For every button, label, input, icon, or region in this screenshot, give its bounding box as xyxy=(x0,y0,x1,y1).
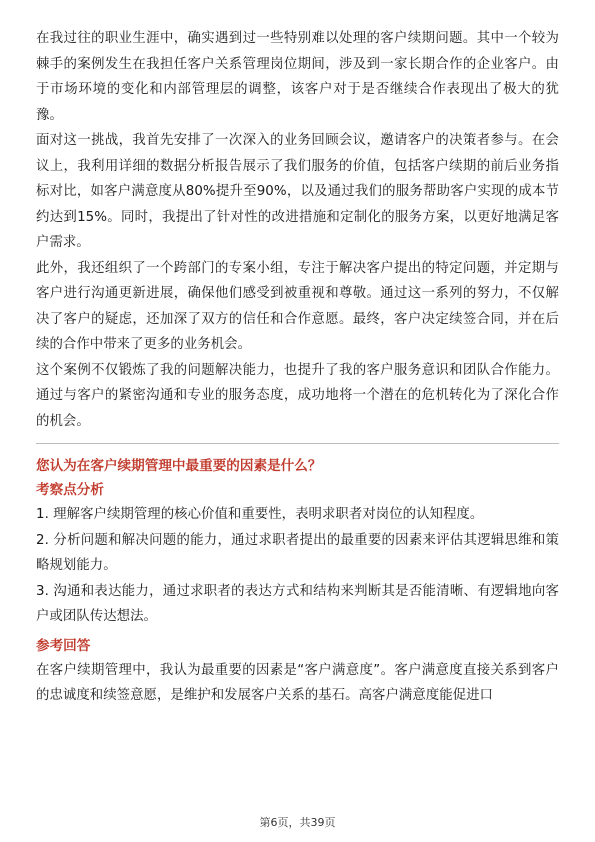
answer-text: 在客户续期管理中，我认为最重要的因素是“客户满意度”。客户满意度直接关系到客户的忠诚度和续签意愿，是维护和发展客户关系的基石。高客户满意度能促进口 xyxy=(36,662,559,703)
case-paragraph-4: 这个案例不仅锻炼了我的问题解决能力，也提升了我的客户服务意识和团队合作能力。通过与客户的紧密沟通和专业的服务态度，成功地将一个潜在的危机转化为了深化合作的机会。 xyxy=(36,362,559,429)
case-paragraph-1: 在我过往的职业生涯中，确实遇到过一些特别难以处理的客户续期问题。其中一个较为棘手的案例发生在我担任客户关系管理岗位期间，涉及到一家长期合作的企业客户。由于市场环境的变化和内部管理层的调整，该客户对于是否继续合作表现出了极大的犹豫。 xyxy=(36,31,559,123)
case-paragraph-3: 此外，我还组织了一个跨部门的专案小组，专注于解决客户提出的特定问题，并定期与客户进行沟通更新进展，确保他们感受到被重视和尊敬。通过这一系列的努力，不仅解决了客户的疑虑，还加深了双方的信任和合作意愿。最终，客户决定续签合同，并在后续的合作中带来了更多的业务机会。 xyxy=(36,260,559,352)
page-number: 第6页，共39页 xyxy=(259,816,336,829)
analysis-heading: 考察点分析 xyxy=(36,482,104,498)
interview-question: 您认为在客户续期管理中最重要的因素是什么？ xyxy=(36,458,322,474)
answer-heading: 参考回答 xyxy=(36,637,91,654)
section-divider xyxy=(36,443,559,444)
case-paragraph-2: 面对这一挑战，我首先安排了一次深入的业务回顾会议，邀请客户的决策者参与。在会议上，我利用详细的数据分析报告展示了我们服务的价值，包括客户续期的前后业务指标对比，如客户满意度从80%提升至90%，以及通过我们的服务帮助客户实现的成本节约达到15%。同时，我提出了针对性的改进措施和定制化的服务方案，以更好地满足客户需求。 xyxy=(36,133,559,250)
analysis-point-2: 2. 分析问题和解决问题的能力，通过求职者提出的最重要的因素来评估其逻辑思维和策略规划能力。 xyxy=(36,532,559,573)
analysis-point-3: 3. 沟通和表达能力，通过求职者的表达方式和结构来判断其是否能清晰、有逻辑地向客户或团队传达想法。 xyxy=(36,583,559,624)
document-body xyxy=(36,26,559,709)
analysis-point-1: 1. 理解客户续期管理的核心价值和重要性，表明求职者对岗位的认知程度。 xyxy=(36,507,484,522)
